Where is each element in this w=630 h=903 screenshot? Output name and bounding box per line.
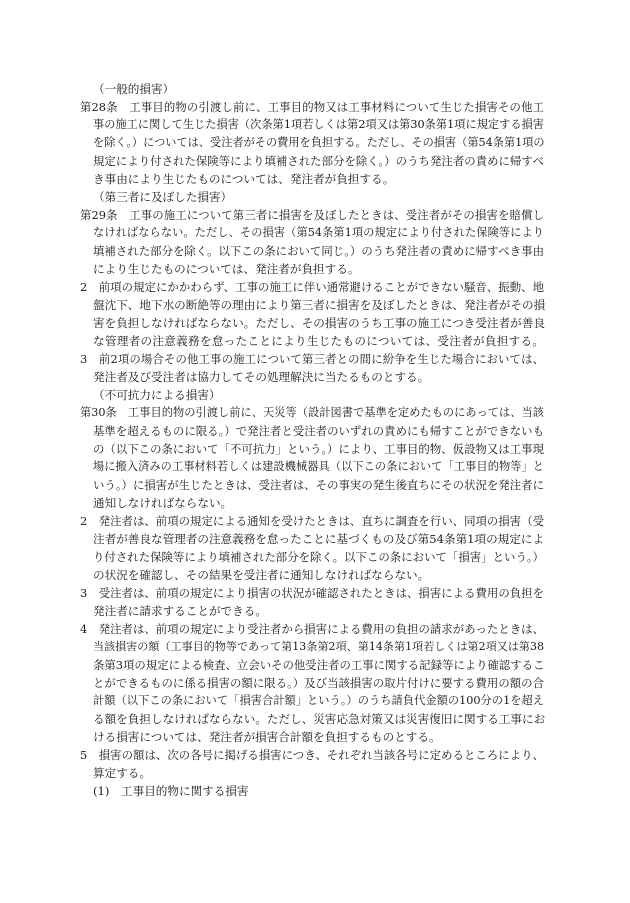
article-30-line-5: いう。）に損害が生じたときは、受注者は、その事実の発生後直ちにその状況を発注者に bbox=[93, 478, 544, 492]
article-28-line-2: 事の施工に関して生じた損害（次条第1項若しくは第2項又は第30条第1項に規定する損害 bbox=[93, 118, 544, 131]
article-30-line-1: 第30条 工事目的物の引渡し前に、天災等（設計図書で基準を定めたものにあっては、当該 bbox=[80, 406, 544, 419]
article-30-para-4-line-5: 計額（以下この条において「損害合計額」という。）のうち請負代金額の100分の1を超え bbox=[93, 694, 544, 707]
article-29-para-2-line-4: な管理者の注意義務を怠ったことにより生じたものについては、受注者が負担する。 bbox=[93, 334, 544, 348]
article-30-line-4: 場に搬入済みの工事材料若しくは建設機械器具（以下この条において「工事目的物等」と bbox=[93, 460, 544, 473]
article-30-para-5-line-1: 5 損害の額は、次の各号に掲げる損害につき、それぞれ当該各号に定めるところにより、 bbox=[80, 748, 544, 762]
article-28-line-5: き事由により生じたものについては、発注者が負担する。 bbox=[93, 172, 395, 186]
article-29-line-1: 第29条 工事の施工について第三者に損害を及ぼしたときは、受注者がその損害を賠償し bbox=[80, 208, 544, 222]
article-30-para-4-line-2: 当該損害の額（工事目的物等であって第13条第2項、第14条第1項若しくは第2項又は第38 bbox=[93, 640, 544, 653]
article-30-para-4-line-3: 条第3項の規定による検査、立会いその他受注者の工事に関する記録等により確認するこ bbox=[93, 658, 545, 672]
article-29-para-2-line-3: 害を負担しなければならない。ただし、その損害のうち工事の施工につき受注者が善良 bbox=[93, 316, 545, 330]
heading-force-majeure-damage: （不可抗力による損害） bbox=[93, 388, 221, 402]
article-30-para-3-line-1: 3 受注者は、前項の規定により損害の状況が確認されたときは、損害による費用の負担を bbox=[80, 586, 544, 600]
article-30-para-2-line-1: 2 発注者は、前項の規定による通知を受けたときは、直ちに調査を行い、同項の損害（受 bbox=[80, 514, 544, 528]
article-29-para-3-line-2: 発注者及び受注者は協力してその処理解決に当たるものとする。 bbox=[93, 370, 430, 384]
article-30-para-5-line-2: 算定する。 bbox=[93, 766, 151, 780]
article-30-line-2: 基準を超えるものに限る。）で発注者と受注者のいずれの責めにも帰すことができないも bbox=[93, 424, 544, 438]
article-30-para-4-line-1: 4 発注者は、前項の規定により受注者から損害による費用の負担の請求があったときは、 bbox=[80, 622, 544, 636]
article-30-para-2-line-3: り付された保険等により填補された部分を除く。以下この条において「損害」という。） bbox=[93, 550, 544, 564]
heading-third-party-damage: （第三者に及ぼした損害） bbox=[93, 190, 233, 204]
article-30-para-3-line-2: 発注者に請求することができる。 bbox=[93, 604, 267, 618]
article-28-line-1: 第28条 工事目的物の引渡し前に、工事目的物又は工事材料について生じた損害その他工 bbox=[80, 100, 544, 114]
article-29-line-2: なければならない。ただし、その損害（第54条第1項の規定により付された保険等により bbox=[93, 226, 544, 239]
article-29-line-3: 填補された部分を除く。以下この条において同じ。）のうち発注者の責めに帰すべき事由 bbox=[93, 244, 544, 258]
article-30-para-4-line-4: とができるものに係る損害の額に限る。）及び当該損害の取片付けに要する費用の額の合 bbox=[93, 676, 544, 690]
article-29-line-4: により生じたものについては、発注者が負担する。 bbox=[93, 262, 360, 276]
article-30-line-3: の（以下この条において「不可抗力」という。）により、工事目的物、仮設物又は工事現 bbox=[93, 442, 544, 456]
article-30-para-4-line-6: る額を負担しなければならない。ただし、災害応急対策又は災害復旧に関する工事にお bbox=[93, 712, 546, 726]
article-28-line-4: 規定により付された保険等により填補された部分を除く。）のうち発注者の責めに帰すべ bbox=[93, 154, 544, 168]
article-30-para-2-line-2: 注者が善良な管理者の注意義務を怠ったことに基づくもの及び第54条第1項の規定によ bbox=[93, 532, 545, 546]
article-30-para-2-line-4: の状況を確認し、その結果を受注者に通知しなければならない。 bbox=[93, 568, 430, 582]
article-29-para-2-line-2: 盤沈下、地下水の断絶等の理由により第三者に損害を及ぼしたときは、発注者がその損 bbox=[93, 298, 546, 312]
article-30-para-4-line-7: ける損害については、発注者が損害合計額を負担するものとする。 bbox=[93, 730, 441, 744]
article-30-line-6: 通知しなければならない。 bbox=[93, 496, 233, 510]
article-29-para-3-line-1: 3 前2項の場合その他工事の施工について第三者との間に紛争を生じた場合においては、 bbox=[80, 352, 544, 366]
article-29-para-2-line-1: 2 前項の規定にかかわらず、工事の施工に伴い通常避けることができない騒音、振動、地 bbox=[80, 280, 544, 294]
heading-general-damage: （一般的損害） bbox=[93, 82, 175, 96]
article-30-item-1: (1) 工事目的物に関する損害 bbox=[93, 784, 249, 798]
article-28-line-3: を除く。）については、受注者がその費用を負担する。ただし、その損害（第54条第1項の bbox=[93, 136, 545, 149]
